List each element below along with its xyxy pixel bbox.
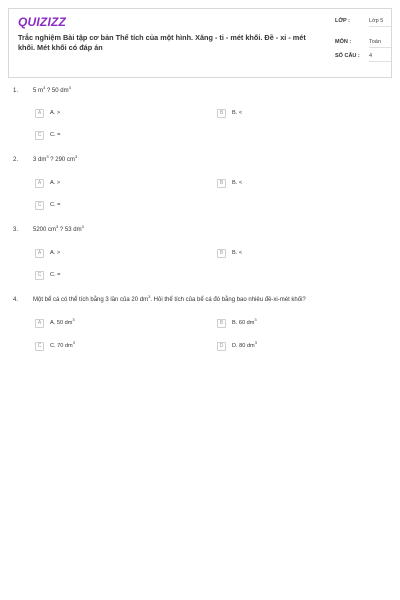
option-text: B. 60 $dm^3$ bbox=[232, 317, 257, 326]
option-letter-box: B bbox=[217, 319, 226, 328]
option-b[interactable] bbox=[217, 179, 377, 189]
option-text: C. = bbox=[50, 202, 61, 208]
question-count-value: 4 bbox=[369, 53, 391, 62]
option-text: C. = bbox=[50, 272, 61, 278]
option-c[interactable] bbox=[35, 131, 195, 141]
question-count-label: SỐ CÂU : bbox=[335, 53, 360, 59]
subject-value: Toán bbox=[369, 39, 391, 48]
option-letter-box: C bbox=[35, 201, 44, 210]
question-number: 1. bbox=[13, 88, 19, 94]
option-text: B. < bbox=[232, 250, 243, 256]
option-b[interactable] bbox=[217, 109, 377, 119]
option-text: A. > bbox=[50, 110, 61, 116]
option-c[interactable] bbox=[35, 342, 195, 352]
question-text: Một bể cá có thể tích bằng 3 lần của 20 $dm^3$. Hỏi thể tích của bể cá đó bằng bao nhiêu đề-xi-mét khối? bbox=[33, 294, 306, 303]
meta-subject bbox=[335, 38, 393, 52]
option-text: D. 80 $dm^3$ bbox=[232, 340, 257, 349]
meta-grade bbox=[335, 17, 393, 38]
question-text: 5 $m^3$ ? 50 $dm^3$ bbox=[33, 85, 71, 94]
option-text: A. > bbox=[50, 180, 61, 186]
option-b[interactable] bbox=[217, 319, 377, 329]
meta-question-count bbox=[335, 52, 393, 66]
option-a[interactable] bbox=[35, 249, 195, 259]
option-text: B. < bbox=[232, 180, 243, 186]
option-text: B. < bbox=[232, 110, 243, 116]
question-number: 4. bbox=[13, 297, 19, 303]
question-number: 2. bbox=[13, 157, 19, 163]
option-letter-box: C bbox=[35, 131, 44, 140]
option-a[interactable] bbox=[35, 109, 195, 119]
option-letter-box: B bbox=[217, 249, 226, 258]
option-letter-box: A bbox=[35, 109, 44, 118]
option-text: A. > bbox=[50, 250, 61, 256]
option-b[interactable] bbox=[217, 249, 377, 259]
grade-value: Lớp 5 bbox=[369, 18, 391, 27]
option-letter-box: A bbox=[35, 319, 44, 328]
option-c[interactable] bbox=[35, 271, 195, 281]
grade-label: LỚP : bbox=[335, 18, 350, 24]
option-letter-box: A bbox=[35, 179, 44, 188]
option-text: A. 50 $dm^3$ bbox=[50, 317, 75, 326]
option-a[interactable] bbox=[35, 319, 195, 329]
worksheet-meta bbox=[335, 17, 393, 66]
option-letter-box: B bbox=[217, 109, 226, 118]
option-letter-box: A bbox=[35, 249, 44, 258]
option-letter-box: C bbox=[35, 342, 44, 351]
option-d[interactable] bbox=[217, 342, 377, 352]
subject-label: MÔN : bbox=[335, 39, 352, 45]
quizizz-logo: QUIZIZZ bbox=[18, 15, 67, 29]
option-text: C. 70 $dm^3$ bbox=[50, 340, 75, 349]
option-letter-box: D bbox=[217, 342, 226, 351]
option-c[interactable] bbox=[35, 201, 195, 211]
worksheet-title: Trắc nghiệm Bài tập cơ bản Thể tích của một hình. Xăng - ti - mét khối. Đề - xi - mét khối. Mét khối có đáp án bbox=[18, 33, 306, 52]
option-letter-box: B bbox=[217, 179, 226, 188]
option-text: C. = bbox=[50, 132, 61, 138]
worksheet-header bbox=[8, 8, 392, 78]
question-number: 3. bbox=[13, 227, 19, 233]
question-text: 5200 $cm^3$ ? 53 $dm^3$ bbox=[33, 224, 84, 233]
option-a[interactable] bbox=[35, 179, 195, 189]
option-letter-box: C bbox=[35, 271, 44, 280]
question-text: 3 $dm^3$ ? 290 $cm^3$ bbox=[33, 154, 78, 163]
